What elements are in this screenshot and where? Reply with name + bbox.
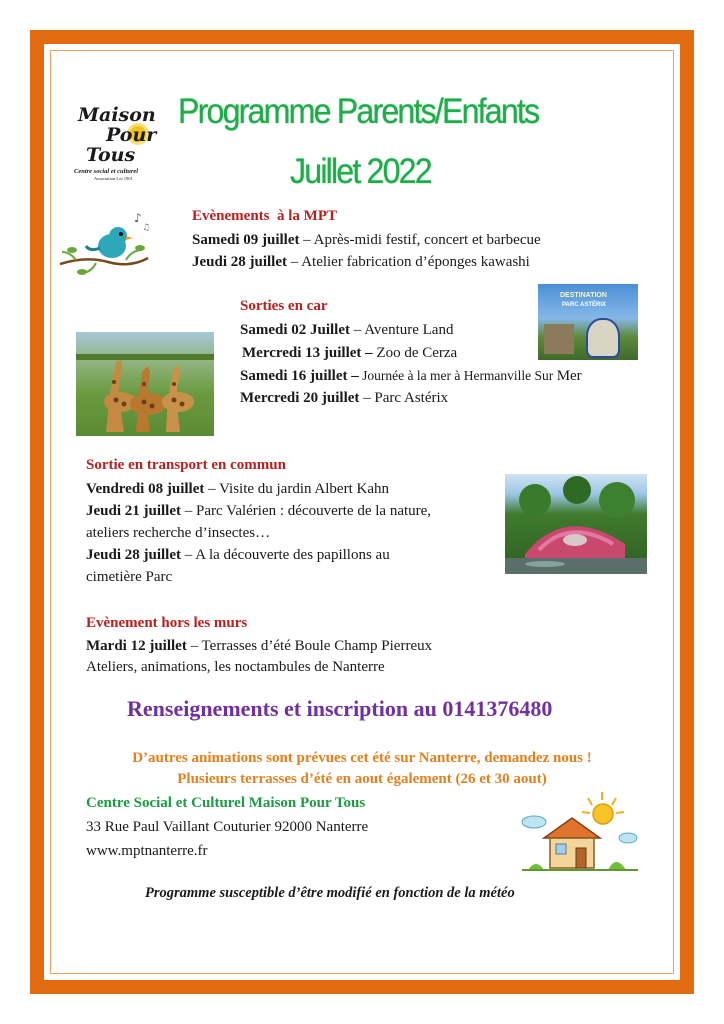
logo-line3: Tous: [86, 144, 136, 166]
section-heading-outside: Evènement hors les murs: [86, 615, 248, 631]
event-item: [86, 522, 270, 544]
bird-icon: [56, 208, 152, 280]
bird-illustration: [56, 208, 152, 280]
event-item: [192, 229, 541, 251]
event-item: [240, 319, 453, 341]
event-date: Samedi 09 juillet: [192, 232, 300, 248]
event-text: – Atelier fabrication d’éponges kawashi: [287, 254, 530, 270]
svg-text:♫: ♫: [142, 223, 151, 233]
event-date: Jeudi 28 juillet: [192, 254, 288, 270]
event-text-end: Mer: [556, 368, 582, 384]
event-date: Jeudi 21 juillet: [86, 503, 182, 519]
giraffe-photo: [76, 332, 214, 436]
event-text: – Visite du jardin Albert Kahn: [204, 481, 389, 497]
event-item: [86, 478, 389, 500]
logo-subtitle: Centre social et culturel: [74, 168, 139, 175]
event-item: [86, 544, 390, 566]
event-item: [240, 365, 582, 387]
event-text: ateliers recherche d’insectes…: [86, 525, 271, 541]
castle-shape: [544, 324, 574, 354]
event-text: – Aventure Land: [350, 322, 454, 338]
event-text: Zoo de Cerza: [372, 345, 458, 361]
event-date: Jeudi 28 juillet: [86, 547, 182, 563]
event-text: cimetière Parc: [86, 569, 173, 585]
extra-info-2: Plusieurs terrasses d’été en aout également (26 et 30 aout): [177, 771, 547, 787]
center-address: 33 Rue Paul Vaillant Couturier 92000 Nanterre: [86, 819, 369, 835]
event-text: – Après-midi festif, concert et barbecue: [299, 232, 541, 248]
event-item: [86, 656, 385, 678]
logo-line2: Pour: [106, 124, 157, 146]
event-text: – A la découverte des papillons au: [181, 547, 390, 563]
logo-subtitle-2: Association Loi 1901: [94, 176, 133, 181]
event-date: Vendredi 08 juillet: [86, 481, 205, 497]
page-subtitle: Juillet 2022: [290, 152, 431, 191]
event-item: [242, 342, 457, 364]
event-item: [86, 566, 172, 588]
event-date: Mercredi 13 juillet –: [242, 345, 373, 361]
event-text: – Terrasses d’été Boule Champ Pierreux: [186, 638, 433, 654]
event-text: Ateliers, animations, les noctambules de Nanterre: [86, 659, 385, 675]
registration-phone: Renseignements et inscription au 0141376480: [127, 696, 553, 721]
garden-icon: [505, 474, 647, 574]
sign-text-1: DESTINATION: [560, 292, 607, 299]
section-heading-car: Sorties en car: [240, 298, 328, 314]
event-date: Mercredi 20 juillet: [240, 390, 360, 406]
event-item: [86, 635, 432, 657]
logo: [72, 104, 162, 184]
center-website: www.mptnanterre.fr: [86, 843, 208, 859]
section-heading-transport: Sortie en transport en commun: [86, 457, 286, 473]
event-date: Samedi 02 Juillet: [240, 322, 351, 338]
weather-note: Programme susceptible d’être modifié en fonction de la météo: [145, 885, 515, 901]
center-name: Centre Social et Culturel Maison Pour Tous: [86, 795, 366, 811]
sign-text-2: PARC ASTÉRIX: [562, 302, 607, 308]
event-text: Journée à la mer à Hermanville Sur: [358, 368, 557, 383]
event-text: – Parc Astérix: [359, 390, 449, 406]
event-item: [240, 387, 448, 409]
event-date: Samedi 16 juillet –: [240, 368, 359, 384]
event-text: – Parc Valérien : découverte de la nature,: [181, 503, 432, 519]
page-title: Programme Parents/Enfants: [178, 92, 539, 131]
section-heading-mpt: Evènements à la MPT: [192, 208, 337, 224]
extra-info-1: D’autres animations sont prévues cet été sur Nanterre, demandez nous !: [132, 750, 592, 766]
event-item: [86, 500, 431, 522]
logo-line1: Maison: [78, 104, 156, 126]
house-drawing: [520, 788, 640, 880]
giraffe-icon: [76, 332, 214, 436]
character-shape: [586, 318, 620, 358]
sun-icon: [593, 804, 613, 824]
event-item: [192, 251, 530, 273]
event-date: Mardi 12 juillet: [86, 638, 187, 654]
svg-text:♪: ♪: [134, 211, 142, 225]
garden-photo: [505, 474, 647, 574]
parc-asterix-photo: [538, 284, 638, 360]
house-icon: [520, 788, 640, 880]
